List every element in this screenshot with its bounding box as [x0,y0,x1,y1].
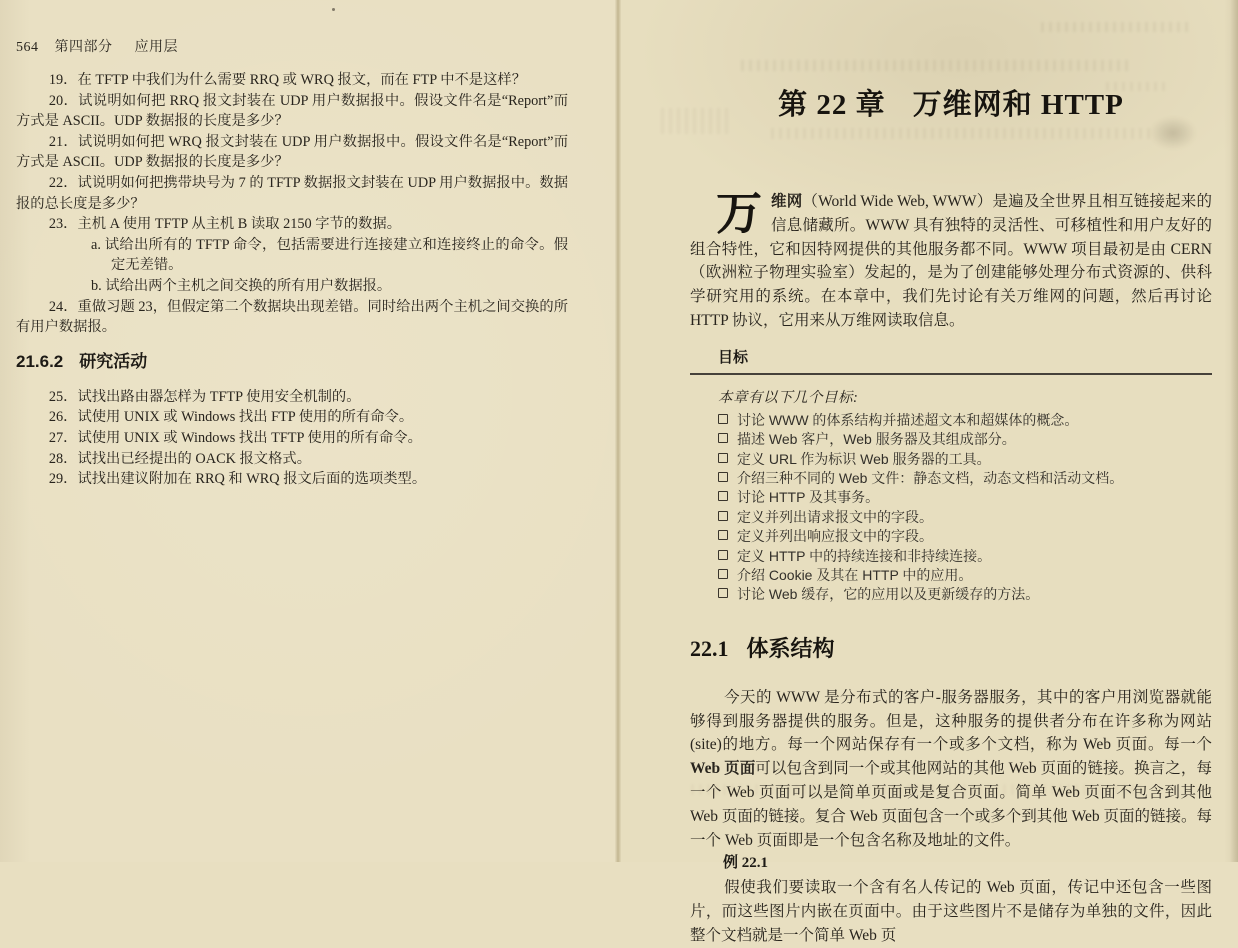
chapter-name: 万维网和 HTTP [912,89,1124,121]
left-running-head [16,36,568,56]
objectives-box [690,346,1212,605]
objective-item [718,469,1212,488]
exercise-item: 22．试说明如何把携带块号为 7 的 TFTP 数据报文封装在 UDP 用户数据报中。数据报的总长度是多少？ [16,174,568,212]
objective-text: 讨论 Web 缓存，它的应用以及更新缓存的方法。 [737,586,1040,603]
exercise-item: 23．主机 A 使用 TFTP 从主机 B 读取 2150 字节的数据。 [48,216,402,233]
architecture-paragraph [690,686,1212,853]
research-item: 26．试使用 UNIX 或 Windows 找出 FTP 使用的所有命令。 [48,409,414,426]
objectives-list [690,411,1212,605]
section-number: 22.1 [690,635,729,661]
research-activity-list [16,387,568,490]
paragraph-segment: 可以包含到同一个或其他网站的其他 Web 页面的链接。换言之，每一个 Web 页面可以是简单页面或是复合页面。简单 Web 页面不包含到其他 Web 页面的链接。复合 Web 页面包含一个或多个到其他 Web 页面的链接。每一个 Web 页面即是一个包含名称及地址的文件。 [690,760,1212,849]
research-item: 25．试找出路由器怎样为 TFTP 使用安全机制的。 [48,388,361,405]
exercise-item: 19．在 TFTP 中我们为什么需要 RRQ 或 WRQ 报文，而在 FTP 中不是这样？ [48,72,526,88]
objective-text: 定义并列出请求报文中的字段。 [737,508,933,525]
example-label: 例 22.1 [723,855,769,872]
objectives-intro: 本章有以下几个目标: [718,389,859,406]
checkbox-icon [718,433,728,443]
objective-item [718,585,1212,604]
paragraph-segment: 今天的 WWW 是分布式的客户-服务器服务，其中的客户用浏览器就能够得到服务器提供的服务。但是，这种服务的提供者分布在许多称为网站(site)的地方。每一个网站保存有一个或多个文档，称为 Web 页面。每一个 [690,688,1212,754]
section-title: 研究活动 [79,351,148,371]
checkbox-icon [718,511,728,521]
objective-text: 介绍 Cookie 及其在 HTTP 中的应用。 [737,567,973,584]
objective-text: 讨论 HTTP 及其事务。 [737,489,880,506]
example-paragraph: 假使我们要读取一个含有名人传记的 Web 页面，传记中还包含一些图片，而这些图片内嵌在页面中。由于这些图片不是储存为单独的文件，因此整个文档就是一个简单 Web 页 [690,879,1212,944]
checkbox-icon [718,414,728,424]
section-number: 21.6.2 [16,351,64,371]
exercise-list [16,70,568,338]
objective-item [718,508,1212,527]
scan-speck [332,8,335,11]
objective-item [718,527,1212,546]
section-heading-21-6-2 [16,347,568,372]
checkbox-icon [718,491,728,501]
exercise-item: 20．试说明如何把 RRQ 报文封装在 UDP 用户数据报中。假设文件名是“Report”而方式是 ASCII。UDP 数据报的长度是多少？ [16,92,568,130]
page-gutter [615,0,621,862]
research-item: 29．试找出建议附加在 RRQ 和 WRQ 报文后面的选项类型。 [48,471,427,488]
objective-item [718,566,1212,585]
section-title: 体系结构 [746,635,835,661]
checkbox-icon [718,588,728,598]
objective-text: 定义并列出响应报文中的字段。 [737,528,933,545]
checkbox-icon [718,453,728,463]
exercise-item: a. 试给出所有的 TFTP 命令，包括需要进行连接建立和连接终止的命令。假定无差错。 [91,236,568,274]
objective-item [718,411,1212,430]
intro-text: （World Wide Web, WWW）是遍及全世界且相互链接起来的信息储藏所。WWW 具有独特的灵活性、可移植性和用户友好的组合特性，它和因特网提供的其他服务都不同。WWW 项目最初是由 CERN（欧洲粒子物理实验室）发起的，是为了创建能够处理分布式资源的、供科学研究用的系统。在本章中，我们先讨论有关万维网的问题，然后再讨论 HTTP 协议，它用来从万维网读取信息。 [690,193,1212,329]
exercise-item: b. 试给出两个主机之间交换的所有用户数据报。 [91,277,392,294]
objective-text: 讨论 WWW 的体系结构并描述超文本和超媒体的概念。 [737,411,1079,428]
chapter-number: 第 22 章 [778,89,886,121]
chapter-title [690,82,1212,123]
objective-item [718,488,1212,507]
objective-item [718,450,1212,469]
intro-bold-lead: 维网 [771,193,803,210]
chapter-intro-paragraph [690,190,1212,333]
exercise-item: 21．试说明如何把 WRQ 报文封装在 UDP 用户数据报中。假设文件名是“Report”而方式是 ASCII。UDP 数据报的长度是多少？ [16,133,568,171]
objective-text: 定义 URL 作为标识 Web 服务器的工具。 [737,450,991,467]
checkbox-icon [718,472,728,482]
part-label: 第四部分 [54,40,113,55]
page-number: 564 [16,40,39,55]
dropcap: 万 [716,188,762,239]
objective-text: 描述 Web 客户，Web 服务器及其组成部分。 [737,431,1016,448]
objectives-heading: 目标 [690,346,1212,375]
checkbox-icon [718,530,728,540]
checkbox-icon [718,569,728,579]
paragraph-segment: Web 页面 [690,760,756,778]
exercise-item: 24．重做习题 23，但假定第二个数据块出现差错。同时给出两个主机之间交换的所有用户数据报。 [16,298,568,336]
checkbox-icon [718,550,728,560]
objective-item [718,430,1212,449]
objective-text: 介绍三种不同的 Web 文件：静态文档，动态文档和活动文档。 [737,470,1124,486]
right-book-page [621,0,1238,944]
objective-item [718,547,1212,566]
research-item: 28．试找出已经提出的 OACK 报文格式。 [48,450,311,467]
page-edge-shadow [1230,0,1238,862]
left-book-page [0,0,617,862]
chapter-label: 应用层 [134,40,178,55]
section-heading-22-1 [690,632,1212,663]
research-item: 27．试使用 UNIX 或 Windows 找出 TFTP 使用的所有命令。 [48,429,422,446]
objective-text: 定义 HTTP 中的持续连接和非持续连接。 [737,547,992,564]
